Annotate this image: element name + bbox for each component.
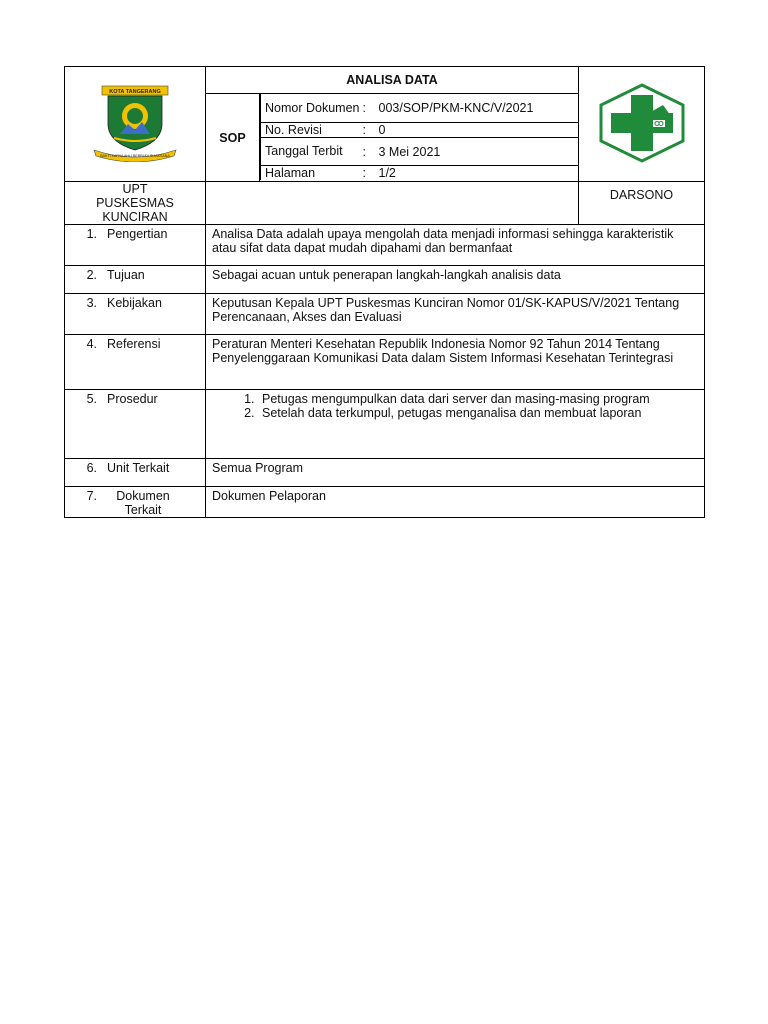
sop-label: SOP bbox=[206, 94, 260, 182]
meta-row bbox=[261, 137, 579, 165]
procedure-step: 1. Petugas mengumpulkan data dari server dan masing-masing program bbox=[258, 392, 698, 406]
section-label-text: Kebijakan bbox=[107, 296, 162, 310]
section-content bbox=[206, 390, 705, 459]
section-label bbox=[65, 459, 206, 487]
meta-colon: : bbox=[362, 166, 366, 181]
section-content: Semua Program bbox=[206, 459, 705, 487]
document-meta-table bbox=[260, 94, 578, 180]
unit-name bbox=[65, 182, 206, 225]
section-content: Keputusan Kepala UPT Puskesmas Kunciran Nomor 01/SK-KAPUS/V/2021 Tentang Perencanaan, Akses dan Evaluasi bbox=[206, 294, 705, 335]
document-title: ANALISA DATA bbox=[206, 67, 579, 94]
section-label bbox=[65, 390, 206, 459]
section-label-text: Unit Terkait bbox=[107, 461, 170, 475]
meta-label: Tanggal Terbit bbox=[261, 137, 361, 165]
section-label bbox=[65, 266, 206, 294]
meta-label: Nomor Dokumen bbox=[261, 94, 361, 122]
section-label bbox=[65, 487, 206, 518]
meta-row bbox=[261, 165, 579, 180]
procedure-step: 2. Setelah data terkumpul, petugas menganalisa dan membuat laporan bbox=[258, 406, 698, 420]
signatory-name: DARSONO bbox=[579, 182, 705, 225]
section-number: 6. bbox=[86, 461, 97, 475]
meta-label: Halaman bbox=[261, 165, 361, 180]
section-content: Sebagai acuan untuk penerapan langkah-langkah analisis data bbox=[206, 266, 705, 294]
unit-name-text: UPT PUSKESMAS KUNCIRAN bbox=[96, 182, 174, 224]
section-number: 2. bbox=[86, 268, 97, 282]
section-number: 7. bbox=[86, 489, 97, 503]
section-label bbox=[65, 335, 206, 390]
section-content: Dokumen Pelaporan bbox=[206, 487, 705, 518]
section-number: 1. bbox=[86, 227, 97, 241]
section-number: 5. bbox=[86, 392, 97, 406]
meta-row bbox=[261, 122, 579, 137]
meta-row bbox=[261, 94, 579, 122]
meta-value: 0 bbox=[375, 122, 579, 137]
sop-document bbox=[64, 66, 704, 518]
meta-colon: : bbox=[361, 137, 375, 165]
blank-cell bbox=[206, 182, 579, 225]
emblem-top-text: KOTA TANGERANG bbox=[109, 88, 161, 95]
section-label-text: Pengertian bbox=[107, 227, 168, 241]
meta-colon: : bbox=[361, 94, 375, 122]
meta-value: 1/2 bbox=[378, 166, 396, 181]
section-label bbox=[65, 225, 206, 266]
city-emblem-cell bbox=[65, 67, 206, 182]
section-content: Analisa Data adalah upaya mengolah data menjadi informasi sehingga karakteristik atau sifat data dapat mudah dipahami dan bermanfaat bbox=[206, 225, 705, 266]
puskesmas-logo-icon bbox=[597, 83, 687, 163]
kota-tangerang-emblem-icon bbox=[90, 84, 180, 162]
emblem-motto-text: BAKTI KARYA AHLI BERBUDI BIJAKSANA bbox=[100, 153, 170, 158]
meta-colon: : bbox=[361, 122, 375, 137]
section-content: Peraturan Menteri Kesehatan Republik Indonesia Nomor 92 Tahun 2014 Tentang Penyelenggaraan Komunikasi Data dalam Sistem Informasi Kesehatan Terintegrasi bbox=[206, 335, 705, 390]
meta-value: 003/SOP/PKM-KNC/V/2021 bbox=[375, 94, 579, 122]
section-number: 4. bbox=[86, 337, 97, 351]
section-label-text: Referensi bbox=[107, 337, 161, 351]
procedure-list bbox=[212, 392, 698, 420]
section-label-text: Dokumen Terkait bbox=[116, 489, 170, 517]
section-label-text: Prosedur bbox=[107, 392, 158, 406]
document-meta-cell bbox=[260, 94, 579, 182]
section-number: 3. bbox=[86, 296, 97, 310]
sop-table bbox=[64, 66, 705, 518]
section-label bbox=[65, 294, 206, 335]
meta-value: 3 Mei 2021 bbox=[375, 137, 579, 165]
meta-label: No. Revisi bbox=[261, 122, 361, 137]
section-label-text: Tujuan bbox=[107, 268, 145, 282]
puskesmas-logo-cell bbox=[579, 67, 705, 182]
